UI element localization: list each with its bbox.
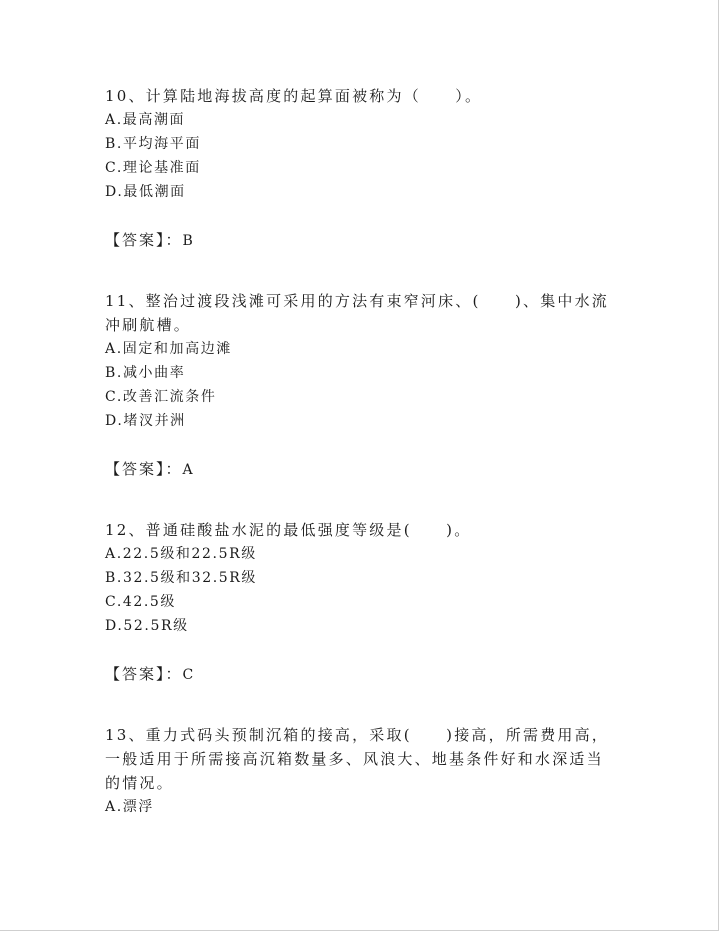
answer-line [105, 228, 610, 253]
option-a: A.22.5级和22.5R级 [105, 546, 257, 562]
option-c: C.42.5级 [105, 594, 177, 610]
question-stem: 12、普通硅酸盐水泥的最低强度等级是( )。 [105, 521, 472, 539]
question-12 [105, 518, 610, 687]
question-stem: 11、整治过渡段浅滩可采用的方法有束窄河床、( )、集中水流冲刷航槽。 [105, 292, 609, 334]
answer-value: C [182, 667, 196, 683]
option-a: A.最高潮面 [105, 112, 186, 128]
question-stem: 13、重力式码头预制沉箱的接高，采取( )接高，所需费用高，一般适用于所需接高沉箱数量多、风浪大、地基条件好和水深适当的情况。 [105, 726, 609, 792]
option-d: D.52.5R级 [105, 618, 189, 634]
option-d: D.堵汊并洲 [105, 413, 186, 429]
question-13 [105, 723, 610, 819]
question-10 [105, 84, 610, 253]
option-c: C.改善汇流条件 [105, 389, 217, 405]
answer-label: 【答案】： [105, 665, 183, 683]
option-b: B.减小曲率 [105, 365, 186, 381]
question-stem: 10、计算陆地海拔高度的起算面被称为（ ）。 [105, 87, 483, 105]
option-b: B.平均海平面 [105, 136, 201, 152]
answer-label: 【答案】： [105, 460, 183, 478]
option-a: A.固定和加高边滩 [105, 341, 232, 357]
option-d: D.最低潮面 [105, 184, 186, 200]
option-a: A.漂浮 [105, 799, 154, 815]
answer-label: 【答案】： [105, 231, 183, 249]
question-11 [105, 289, 610, 482]
option-b: B.32.5级和32.5R级 [105, 570, 258, 586]
answer-line [105, 457, 610, 482]
document-content [105, 84, 610, 819]
answer-line [105, 662, 610, 687]
option-c: C.理论基准面 [105, 160, 201, 176]
answer-value: A [182, 462, 195, 478]
answer-value: B [182, 233, 195, 249]
